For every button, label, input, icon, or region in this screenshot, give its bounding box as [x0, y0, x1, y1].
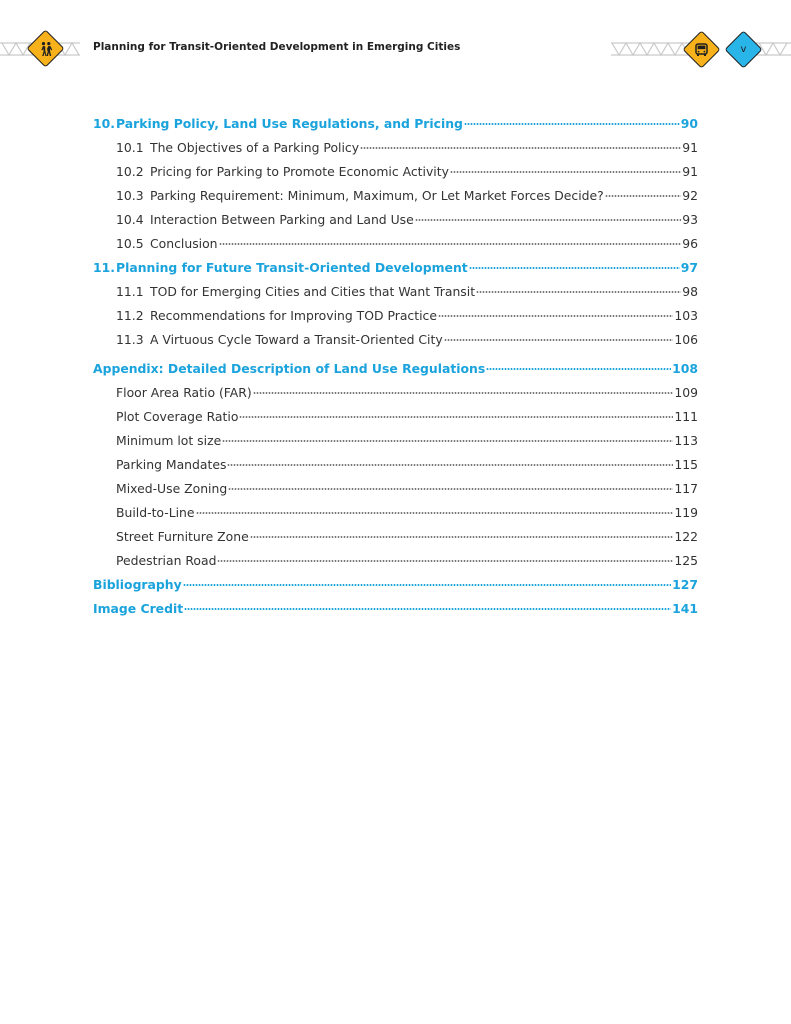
dot-leader	[184, 608, 671, 610]
toc-title: Image Credit	[93, 601, 184, 616]
toc-number: 11.	[93, 260, 115, 275]
dot-leader	[219, 243, 682, 245]
toc-title: Pedestrian Road	[116, 553, 217, 568]
toc-appendix-plot-coverage[interactable]	[93, 405, 698, 429]
toc-title: Parking Requirement: Minimum, Maximum, Or Let Market Forces Decide?	[150, 188, 604, 203]
toc-number: 11.3	[116, 332, 144, 347]
toc-page: 106	[674, 332, 698, 347]
toc-section-10-2[interactable]	[93, 160, 698, 184]
page-number	[730, 36, 757, 63]
toc-appendix-far[interactable]	[93, 381, 698, 405]
pedestrians-icon	[32, 35, 59, 62]
dot-leader	[222, 440, 673, 442]
toc-number: 10.5	[116, 236, 144, 251]
toc-page: 119	[674, 505, 698, 520]
toc-image-credit[interactable]	[93, 597, 698, 621]
dot-leader	[239, 416, 673, 418]
toc-section-10-3[interactable]	[93, 184, 698, 208]
toc-appendix-mixed-use-zoning[interactable]	[93, 477, 698, 501]
toc-page: 113	[674, 433, 698, 448]
toc-title: A Virtuous Cycle Toward a Transit-Oriented City	[150, 332, 443, 347]
toc-title: The Objectives of a Parking Policy	[150, 140, 360, 155]
toc-page: 97	[680, 260, 698, 275]
dot-leader	[464, 123, 680, 125]
dot-leader	[444, 339, 674, 341]
toc-title: Recommendations for Improving TOD Practice	[150, 308, 437, 323]
toc-page: 141	[672, 601, 698, 616]
toc-appendix[interactable]	[93, 357, 698, 381]
toc-bibliography[interactable]	[93, 573, 698, 597]
dot-leader	[253, 392, 674, 394]
toc-page: 96	[682, 236, 698, 251]
toc-section-11-1[interactable]	[93, 280, 698, 304]
toc-section-10-4[interactable]	[93, 208, 698, 232]
page-number-label: v	[740, 44, 747, 55]
toc-number: 10.3	[116, 188, 144, 203]
toc-appendix-minimum-lot-size[interactable]	[93, 429, 698, 453]
dot-leader	[438, 315, 673, 317]
toc-number: 10.	[93, 116, 115, 131]
dot-leader	[250, 536, 674, 538]
toc-page: 90	[680, 116, 698, 131]
toc-title: Parking Mandates	[116, 457, 227, 472]
dot-leader	[476, 291, 681, 293]
toc-chapter-11[interactable]	[93, 256, 698, 280]
toc-page: 125	[674, 553, 698, 568]
toc-section-10-1[interactable]	[93, 136, 698, 160]
dot-leader	[196, 512, 674, 514]
toc-page: 109	[674, 385, 698, 400]
dot-leader	[450, 171, 681, 173]
toc-number: 11.2	[116, 308, 144, 323]
page-header	[0, 0, 791, 100]
toc-page: 98	[682, 284, 698, 299]
dot-leader	[469, 267, 680, 269]
toc-appendix-pedestrian-road[interactable]	[93, 549, 698, 573]
toc-title: Build-to-Line	[116, 505, 195, 520]
toc-title: Pricing for Parking to Promote Economic Activity	[150, 164, 449, 179]
dot-leader	[217, 560, 673, 562]
toc-title: Planning for Future Transit-Oriented Development	[116, 260, 468, 275]
toc-page: 122	[674, 529, 698, 544]
toc-page: 103	[674, 308, 698, 323]
toc-title: Floor Area Ratio (FAR)	[116, 385, 252, 400]
toc-number: 10.2	[116, 164, 144, 179]
toc-appendix-build-to-line[interactable]	[93, 501, 698, 525]
toc-title: Appendix: Detailed Description of Land Use Regulations	[93, 361, 486, 376]
bus-icon	[688, 36, 715, 63]
dot-leader	[360, 147, 681, 149]
toc-title: Minimum lot size	[116, 433, 222, 448]
toc-page: 93	[682, 212, 698, 227]
toc-title: Interaction Between Parking and Land Use	[150, 212, 414, 227]
toc-section-11-2[interactable]	[93, 304, 698, 328]
toc-page: 91	[682, 164, 698, 179]
toc-page: 117	[674, 481, 698, 496]
dot-leader	[183, 584, 671, 586]
dot-leader	[227, 464, 673, 466]
dot-leader	[228, 488, 673, 490]
toc-title: Street Furniture Zone	[116, 529, 249, 544]
toc-page: 127	[672, 577, 698, 592]
toc-appendix-street-furniture-zone[interactable]	[93, 525, 698, 549]
dot-leader	[605, 195, 681, 197]
toc-appendix-parking-mandates[interactable]	[93, 453, 698, 477]
toc-page: 91	[682, 140, 698, 155]
toc-page: 92	[682, 188, 698, 203]
toc-number: 10.1	[116, 140, 144, 155]
toc-page: 108	[672, 361, 698, 376]
toc-number: 11.1	[116, 284, 144, 299]
toc-page: 111	[674, 409, 698, 424]
dot-leader	[486, 368, 671, 370]
toc-title: Parking Policy, Land Use Regulations, and Pricing	[116, 116, 463, 131]
toc-title: Conclusion	[150, 236, 218, 251]
toc-section-10-5[interactable]	[93, 232, 698, 256]
toc-title: Bibliography	[93, 577, 182, 592]
header-title: Planning for Transit-Oriented Development in Emerging Cities	[93, 41, 461, 53]
toc-number: 10.4	[116, 212, 144, 227]
dot-leader	[415, 219, 681, 221]
table-of-contents	[93, 112, 698, 621]
toc-page: 115	[674, 457, 698, 472]
toc-section-11-3[interactable]	[93, 328, 698, 352]
toc-title: TOD for Emerging Cities and Cities that Want Transit	[150, 284, 476, 299]
toc-title: Mixed-Use Zoning	[116, 481, 228, 496]
toc-chapter-10[interactable]	[93, 112, 698, 136]
toc-title: Plot Coverage Ratio	[116, 409, 239, 424]
